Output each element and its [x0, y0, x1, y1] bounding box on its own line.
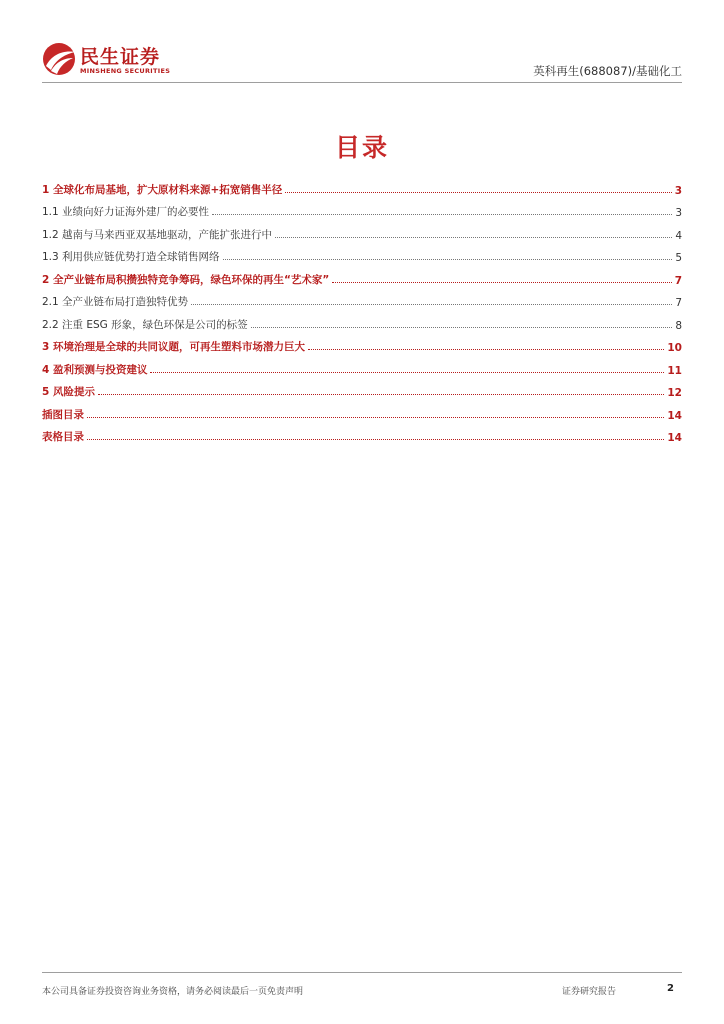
toc-entry-page: 14 — [667, 409, 682, 422]
toc-entry[interactable] — [42, 399, 682, 422]
toc-entry[interactable] — [42, 197, 682, 220]
toc-entry[interactable] — [42, 264, 682, 287]
toc-entry[interactable] — [42, 309, 682, 332]
toc-entry-label: 3 环境治理是全球的共同议题，可再生塑料市场潜力巨大 — [42, 341, 305, 353]
logo-chinese-text: 民生证券 — [80, 46, 161, 68]
toc-entry-page: 12 — [667, 387, 682, 399]
toc-entry-label: 1 全球化布局基地，扩大原材料来源+拓宽销售半径 — [42, 183, 283, 196]
toc-entry-label: 2 全产业链布局积攒独特竞争筹码，绿色环保的再生“艺术家” — [42, 273, 330, 286]
toc-entry-label: 1.1 业绩向好力证海外建厂的必要性 — [42, 206, 210, 218]
toc-entry-label: 1.3 利用供应链优势打造全球销售网络 — [42, 251, 220, 263]
toc-entry-page: 7 — [674, 274, 682, 287]
toc-leader-dots — [212, 214, 672, 215]
toc-entry-page: 5 — [675, 252, 682, 264]
toc-entry-page: 11 — [667, 364, 682, 377]
toc-entry[interactable] — [42, 219, 682, 242]
toc-title: 目录 — [334, 133, 389, 162]
toc-entry-label: 1.2 越南与马来西亚双基地驱动，产能扩张进行中 — [42, 228, 273, 241]
footer-divider — [42, 972, 682, 973]
minsheng-logo — [42, 42, 176, 76]
toc-entry[interactable] — [42, 354, 682, 377]
toc-entry-page: 8 — [675, 319, 682, 332]
toc-entry[interactable] — [42, 287, 682, 310]
toc-leader-dots — [87, 417, 664, 418]
toc-leader-dots — [308, 349, 664, 350]
toc-entry-label: 5 风险提示 — [42, 386, 95, 398]
toc-entry-label: 插图目录 — [42, 408, 84, 421]
toc-entry[interactable] — [42, 174, 682, 197]
footer-disclaimer: 本公司具备证券投资咨询业务资格，请务必阅读最后一页免责声明 — [42, 987, 304, 997]
toc-entry[interactable] — [42, 242, 682, 265]
page-header — [0, 0, 724, 84]
logo-english-text: MINSHENG SECURITIES — [80, 67, 171, 75]
report-tag: 英科再生(688087)/基础化工 — [533, 64, 682, 78]
toc-leader-dots — [150, 372, 664, 373]
toc-leader-dots — [98, 394, 664, 395]
toc-entry-page: 7 — [675, 297, 682, 309]
toc-entry-page: 14 — [667, 432, 682, 444]
table-of-contents — [42, 174, 682, 444]
toc-leader-dots — [251, 327, 673, 328]
toc-entry-page: 3 — [675, 207, 682, 219]
toc-entry-label: 表格目录 — [42, 431, 84, 443]
toc-leader-dots — [332, 282, 671, 283]
footer-report-type: 证券研究报告 — [562, 987, 617, 997]
toc-entry[interactable] — [42, 422, 682, 445]
header-divider — [42, 82, 682, 83]
toc-entry-page: 3 — [674, 184, 682, 197]
toc-entry[interactable] — [42, 377, 682, 400]
page-number: 2 — [667, 983, 674, 994]
toc-leader-dots — [285, 192, 671, 193]
toc-entry[interactable] — [42, 332, 682, 355]
toc-entry-label: 2.1 全产业链布局打造独特优势 — [42, 296, 189, 308]
toc-leader-dots — [191, 304, 672, 305]
toc-leader-dots — [275, 237, 672, 238]
toc-entry-page: 10 — [667, 342, 682, 354]
toc-entry-page: 4 — [675, 229, 682, 242]
toc-entry-label: 4 盈利预测与投资建议 — [42, 363, 148, 376]
minsheng-logo-icon — [42, 42, 78, 76]
toc-entry-label: 2.2 注重 ESG 形象，绿色环保是公司的标签 — [42, 318, 248, 331]
toc-leader-dots — [223, 259, 673, 260]
toc-leader-dots — [87, 439, 664, 440]
